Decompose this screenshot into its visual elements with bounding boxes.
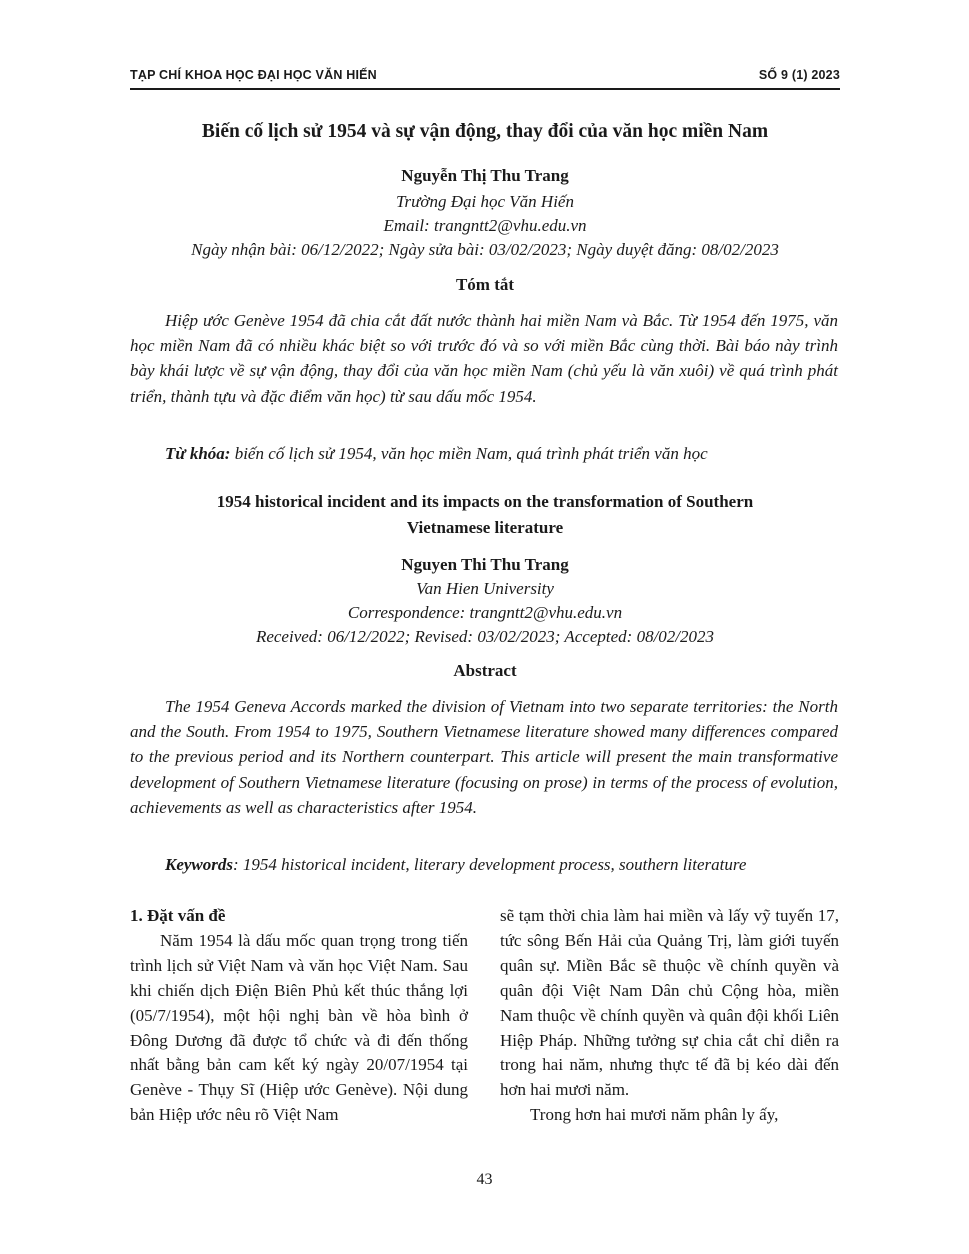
author-name-vietnamese: Nguyễn Thị Thu Trang [401, 166, 569, 185]
keywords-vietnamese [165, 444, 845, 464]
running-header [130, 68, 840, 88]
paper-title-english-line1: 1954 historical incident and its impacts on the transformation of Southern [216, 492, 754, 511]
paper-title-english-line2: Vietnamese literature [406, 518, 564, 537]
keywords-english [165, 855, 845, 875]
abstract-english [130, 694, 838, 820]
email-english: Correspondence: trangntt2@vhu.edu.vn [347, 603, 623, 622]
dates-vietnamese: Ngày nhận bài: 06/12/2022; Ngày sửa bài: 03/02/2023; Ngày duyệt đăng: 08/02/2023 [191, 240, 779, 259]
abstract-english-text: The 1954 Geneva Accords marked the division of Vietnam into two separate territories: the North and the South. From 1954 to 1975, Southern Vietnamese literature showed many differences compared to the previous period and its Northern counterpart. This article will present the main transformative development of Southern Vietnamese literature (focusing on prose) in terms of the process of evolution, achievements as well as characteristics after 1954. [130, 697, 838, 817]
journal-name: TẠP CHÍ KHOA HỌC ĐẠI HỌC VĂN HIẾN [130, 68, 377, 82]
page-number: 43 [476, 1171, 493, 1188]
abstract-vietnamese [130, 308, 838, 409]
body-paragraph: Năm 1954 là dấu mốc quan trọng trong tiến trình lịch sử Việt Nam và văn học Việt Nam. Sau khi chiến dịch Điện Biên Phủ kết thúc thắng lợi (05/7/1954), một hội nghị bàn về hòa bình ở Đông Dương đã được tổ chức và đi đến thống nhất bằng bản cam kết ký ngày 20/07/1954 tại Genève - Thụy Sĩ (Hiệp ước Genève). Nội dung bản Hiệp ước nêu rõ Việt Nam [130, 930, 468, 1125]
keywords-text-vietnamese: biến cố lịch sử 1954, văn học miền Nam, quá trình phát triển văn học [230, 444, 708, 463]
body-column-left [130, 904, 468, 1128]
keywords-label-english: Keywords [165, 855, 233, 874]
abstract-heading-vietnamese: Tóm tắt [455, 275, 515, 294]
keywords-label-vietnamese: Từ khóa: [165, 444, 231, 463]
abstract-vietnamese-text: Hiệp ước Genève 1954 đã chia cắt đất nước thành hai miền Nam và Bắc. Từ 1954 đến 1975, văn học miền Nam đã có nhiều khác biệt so với trước đó và so với miền Bắc cùng thời. Bài báo này trình bày khái lược về sự vận động, thay đổi của văn học miền Nam (chủ yếu là văn xuôi) về quá trình phát triển, thành tựu và đặc điểm văn học) từ sau dấu mốc 1954. [130, 311, 838, 406]
affiliation-english: Van Hien University [416, 579, 554, 598]
body-column-right [500, 904, 839, 1128]
keywords-text-english: : 1954 historical incident, literary development process, southern literature [233, 855, 747, 874]
affiliation-vietnamese: Trường Đại học Văn Hiến [396, 192, 574, 211]
issue-number: SỐ 9 (1) 2023 [758, 68, 840, 82]
dates-english: Received: 06/12/2022; Revised: 03/02/2023; Accepted: 08/02/2023 [255, 627, 715, 646]
paper-title-vietnamese: Biến cố lịch sử 1954 và sự vận động, thay đổi của văn học miền Nam [201, 121, 769, 142]
email-vietnamese: Email: trangntt2@vhu.edu.vn [383, 216, 587, 235]
abstract-heading-english: Abstract [453, 661, 517, 680]
paper-title-english [130, 489, 840, 541]
header-rule [130, 88, 840, 90]
author-name-english: Nguyen Thi Thu Trang [401, 555, 569, 574]
body-paragraph-continued: sẽ tạm thời chia làm hai miền và lấy vỹ tuyến 17, tức sông Bến Hải của Quảng Trị, làm giới tuyến quân sự. Miền Bắc sẽ thuộc về chính quyền và quân đội Việt Nam Dân chủ Cộng hòa, miền Nam thuộc về chính quyền và quân đội khối Liên Hiệp Pháp. Những tưởng sự chia cắt chỉ diễn ra trong hai năm, nhưng thực tế đã bị kéo dài đến hơn hai mươi năm. [500, 906, 839, 1100]
body-paragraph-next: Trong hơn hai mươi năm phân ly ấy, [530, 1105, 779, 1125]
section-heading: 1. Đặt vấn đề [130, 906, 226, 925]
